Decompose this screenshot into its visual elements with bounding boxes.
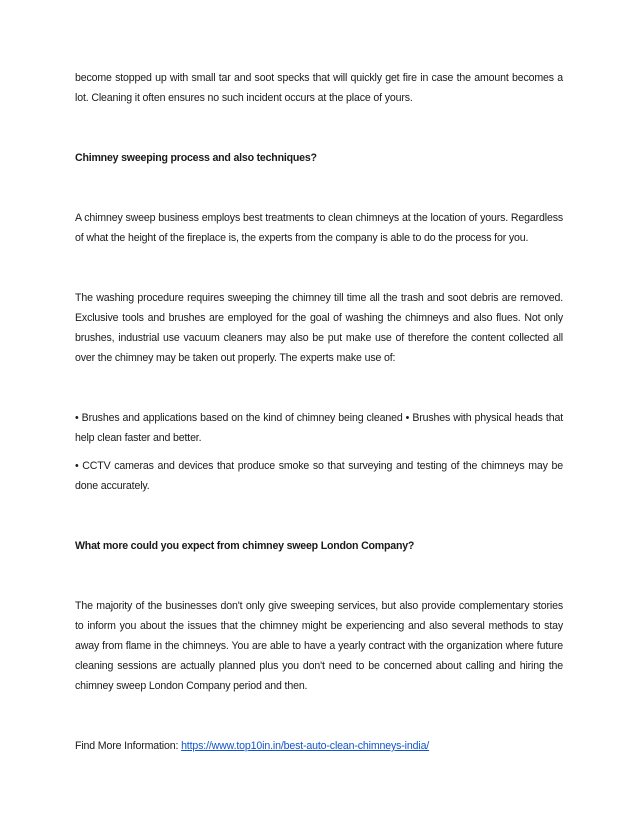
more-info-link[interactable]: https://www.top10in.in/best-auto-clean-chimneys-india/ [181,740,430,752]
more-info-line [75,736,563,756]
business-paragraph: A chimney sweep business employs best treatments to clean chimneys at the location of yours. Regardless of what the height of the fireplace is, the experts from the company is able to do the process for you. [75,212,563,244]
document-page [75,68,563,756]
washing-paragraph: The washing procedure requires sweeping the chimney till time all the trash and soot debris are removed. Exclusive tools and brushes are employed for the goal of washing the chimneys and also flues. Not only brushes, industrial use vacuum cleaners may also be put make use of therefore the content collected all over the chimney may be taken out properly. The experts make use of: [75,292,563,364]
process-heading: Chimney sweeping process and also techniques? [75,152,317,164]
bullet-brushes: • Brushes and applications based on the kind of chimney being cleaned • Brushes with physical heads that help clean faster and better. [75,412,563,444]
expect-heading: What more could you expect from chimney sweep London Company? [75,540,415,552]
more-info-label: Find More Information: [75,740,182,752]
bullet-cctv: • CCTV cameras and devices that produce smoke so that surveying and testing of the chimneys may be done accurately. [75,460,563,492]
majority-paragraph: The majority of the businesses don't only give sweeping services, but also provide complementary stories to inform you about the issues that the chimney might be experiencing and also several methods to stay away from flame in the chimneys. You are able to have a yearly contract with the organization where future cleaning sessions are actually planned plus you don't need to be concerned about calling and hiring the chimney sweep London Company period and then. [75,600,563,692]
intro-paragraph: become stopped up with small tar and soot specks that will quickly get fire in case the amount becomes a lot. Cleaning it often ensures no such incident occurs at the place of yours. [75,72,563,104]
